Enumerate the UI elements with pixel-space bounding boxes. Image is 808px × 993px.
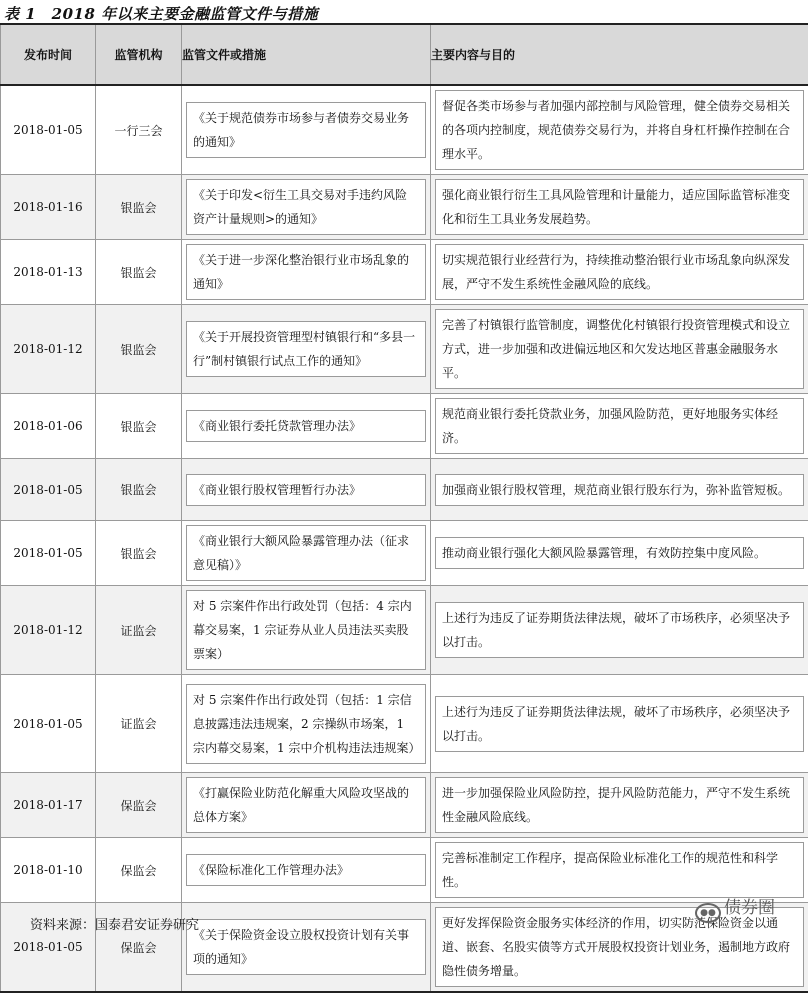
row-content-cell (431, 175, 808, 240)
row-agency: 银监会 (96, 394, 182, 459)
row-date: 2018-01-16 (1, 175, 96, 240)
table-row (1, 459, 808, 521)
row-document: 对 5 宗案件作出行政处罚（包括：1 宗信息披露违法违规案，2 宗操纵市场案，1 宗内幕交易案，1 宗中介机构违法违规案） (186, 684, 426, 764)
row-content: 上述行为违反了证券期货法律法规，破坏了市场秩序，必须坚决予以打击。 (435, 602, 804, 658)
row-agency: 一行三会 (96, 85, 182, 175)
table-row (1, 305, 808, 394)
row-content: 完善标准制定工作程序，提高保险业标准化工作的规范性和科学性。 (435, 842, 804, 898)
row-content-cell (431, 240, 808, 305)
row-agency: 保监会 (96, 903, 182, 993)
row-date: 2018-01-10 (1, 838, 96, 903)
row-content-cell (431, 675, 808, 773)
row-agency: 保监会 (96, 773, 182, 838)
table-row (1, 240, 808, 305)
row-date: 2018-01-05 (1, 459, 96, 521)
row-content: 督促各类市场参与者加强内部控制与风险管理，健全债券交易相关的各项内控制度，规范债券交易行为，并将自身杠杆操作控制在合理水平。 (435, 90, 804, 170)
row-document-cell (182, 773, 431, 838)
row-date: 2018-01-13 (1, 240, 96, 305)
source-note: 资料来源：国泰君安证券研究 (30, 914, 199, 933)
row-date: 2018-01-12 (1, 305, 96, 394)
table-row (1, 838, 808, 903)
row-document-cell (182, 838, 431, 903)
row-agency: 证监会 (96, 675, 182, 773)
row-date: 2018-01-06 (1, 394, 96, 459)
row-content-cell (431, 773, 808, 838)
row-date: 2018-01-05 (1, 85, 96, 175)
row-content-cell (431, 85, 808, 175)
row-content-cell (431, 586, 808, 675)
row-content: 完善了村镇银行监管制度，调整优化村镇银行投资管理模式和设立方式，进一步加强和改进偏远地区和欠发达地区普惠金融服务水平。 (435, 309, 804, 389)
table-row (1, 175, 808, 240)
table-row (1, 586, 808, 675)
row-content-cell (431, 521, 808, 586)
row-content: 推动商业银行强化大额风险暴露管理，有效防控集中度风险。 (435, 537, 804, 569)
row-content: 加强商业银行股权管理，规范商业银行股东行为，弥补监管短板。 (435, 474, 804, 506)
row-document-cell (182, 175, 431, 240)
header-content: 主要内容与目的 (431, 24, 808, 85)
row-document-cell (182, 305, 431, 394)
table-caption: 表 1 2018 年以来主要金融监管文件与措施 (4, 3, 804, 25)
row-date: 2018-01-05 (1, 521, 96, 586)
row-document-cell (182, 675, 431, 773)
row-content: 上述行为违反了证券期货法律法规，破坏了市场秩序，必须坚决予以打击。 (435, 696, 804, 752)
row-document-cell (182, 394, 431, 459)
header-agency: 监管机构 (96, 24, 182, 85)
table-row (1, 773, 808, 838)
row-content-cell (431, 305, 808, 394)
row-date: 2018-01-17 (1, 773, 96, 838)
row-document: 《商业银行委托贷款管理办法》 (186, 410, 426, 442)
row-document: 《关于规范债券市场参与者债券交易业务的通知》 (186, 102, 426, 158)
wechat-icon: ●● (695, 903, 721, 923)
row-document: 《关于进一步深化整治银行业市场乱象的通知》 (186, 244, 426, 300)
row-agency: 银监会 (96, 305, 182, 394)
table-row (1, 85, 808, 175)
row-document-cell (182, 521, 431, 586)
row-content: 规范商业银行委托贷款业务，加强风险防范，更好地服务实体经济。 (435, 398, 804, 454)
row-content-cell (431, 394, 808, 459)
row-content: 进一步加强保险业风险防控，提升风险防范能力，严守不发生系统性金融风险底线。 (435, 777, 804, 833)
row-document: 《商业银行股权管理暂行办法》 (186, 474, 426, 506)
row-agency: 保监会 (96, 838, 182, 903)
table-row (1, 394, 808, 459)
row-document-cell (182, 459, 431, 521)
row-date: 2018-01-12 (1, 586, 96, 675)
table-row (1, 521, 808, 586)
row-document-cell (182, 586, 431, 675)
row-date: 2018-01-05 (1, 903, 96, 993)
row-document-cell (182, 903, 431, 993)
row-document-cell (182, 240, 431, 305)
row-agency: 银监会 (96, 175, 182, 240)
row-document: 《关于保险资金设立股权投资计划有关事项的通知》 (186, 919, 426, 975)
table-row (1, 675, 808, 773)
row-agency: 银监会 (96, 240, 182, 305)
row-agency: 银监会 (96, 459, 182, 521)
row-content: 强化商业银行衍生工具风险管理和计量能力，适应国际监管标准变化和衍生工具业务发展趋势。 (435, 179, 804, 235)
table-body (1, 85, 808, 992)
regulation-table (0, 23, 808, 993)
row-document: 《关于印发<衍生工具交易对手违约风险资产计量规则>的通知》 (186, 179, 426, 235)
header-document: 监管文件或措施 (182, 24, 431, 85)
header-date: 发布时间 (1, 24, 96, 85)
row-document-cell (182, 85, 431, 175)
row-document: 对 5 宗案件作出行政处罚（包括：4 宗内幕交易案，1 宗证券从业人员违法买卖股票案） (186, 590, 426, 670)
table-header-row (1, 24, 808, 85)
row-document: 《保险标准化工作管理办法》 (186, 854, 426, 886)
row-agency: 银监会 (96, 521, 182, 586)
row-date: 2018-01-05 (1, 675, 96, 773)
watermark-label: 债券圈 (724, 898, 775, 918)
watermark (695, 893, 775, 923)
row-document: 《商业银行大额风险暴露管理办法（征求意见稿）》 (186, 525, 426, 581)
row-content: 更好发挥保险资金服务实体经济的作用，切实防范保险资金以通道、嵌套、名股实债等方式开展股权投资计划业务，遏制地方政府隐性债务增量。 (435, 907, 804, 987)
row-document: 《关于开展投资管理型村镇银行和“多县一行”制村镇银行试点工作的通知》 (186, 321, 426, 377)
row-content-cell (431, 459, 808, 521)
row-content: 切实规范银行业经营行为，持续推动整治银行业市场乱象向纵深发展，严守不发生系统性金融风险的底线。 (435, 244, 804, 300)
row-document: 《打赢保险业防范化解重大风险攻坚战的总体方案》 (186, 777, 426, 833)
row-agency: 证监会 (96, 586, 182, 675)
